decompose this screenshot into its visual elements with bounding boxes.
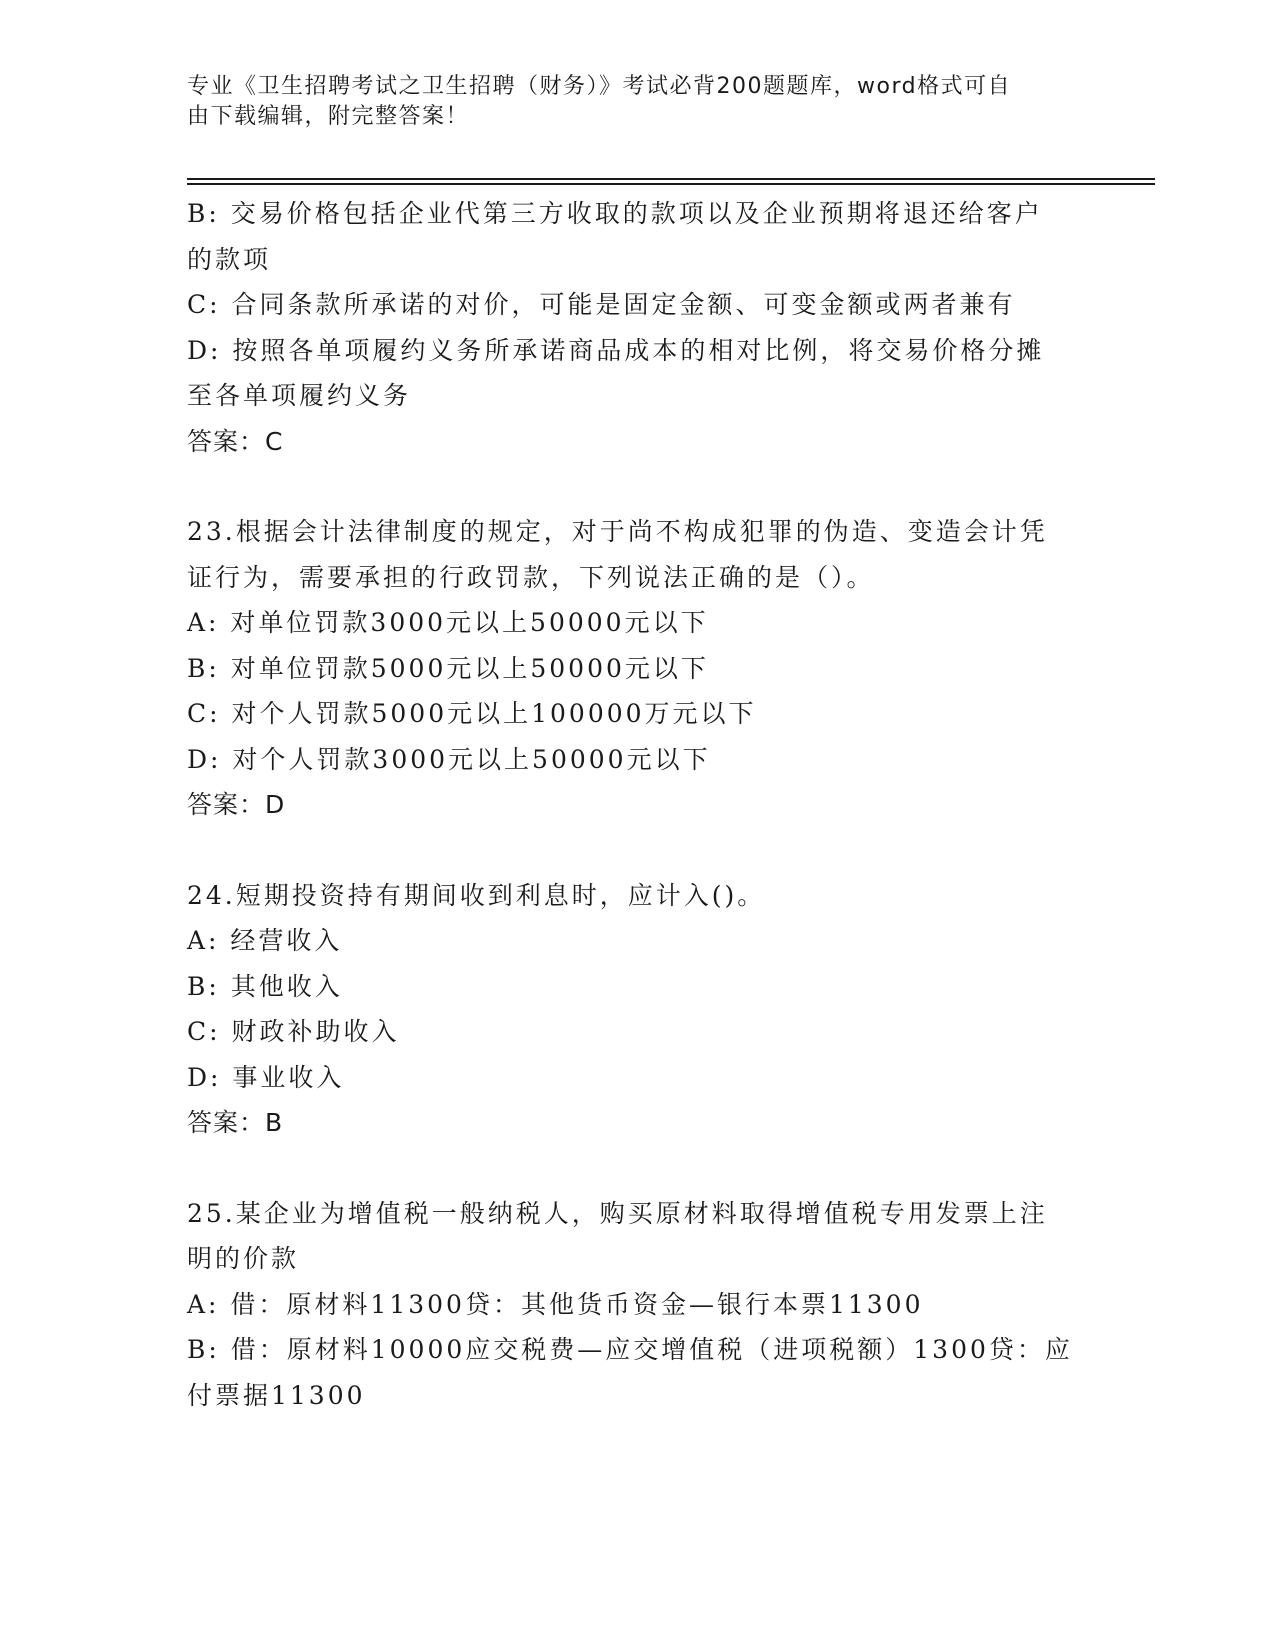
spacer xyxy=(187,464,1087,509)
header-rule-bottom xyxy=(187,183,1155,185)
question-stem-line-2: 明的价款 xyxy=(187,1244,300,1273)
option-d-line-1: D: 按照各单项履约义务所承诺商品成本的相对比例，将交易价格分摊 xyxy=(187,335,1045,365)
answer-23: 答案：D xyxy=(187,790,286,819)
question-22-tail xyxy=(187,191,1087,464)
question-23 xyxy=(187,509,1087,828)
question-stem-line-1: 23.根据会计法律制度的规定，对于尚不构成犯罪的伪造、变造会计凭 xyxy=(187,517,1048,546)
question-stem-line-1: 25.某企业为增值税一般纳税人，购买原材料取得增值税专用发票上注 xyxy=(187,1198,1048,1228)
question-stem-line-2: 证行为，需要承担的行政罚款，下列说法正确的是（）。 xyxy=(187,562,875,592)
question-24 xyxy=(187,873,1087,1146)
option-d-line-2: 至各单项履约义务 xyxy=(187,381,412,410)
question-stem: 24.短期投资持有期间收到利息时，应计入()。 xyxy=(187,880,766,910)
option-b: B: 其他收入 xyxy=(187,971,343,1001)
header-rule-top xyxy=(187,178,1155,180)
option-d: D: 事业收入 xyxy=(187,1062,345,1092)
option-b-line-1: B: 借：原材料10000应交税费—应交增值税（进项税额）1300贷：应 xyxy=(187,1335,1073,1364)
spacer xyxy=(187,1146,1087,1191)
option-c: C: 财政补助收入 xyxy=(187,1017,400,1046)
document-header xyxy=(187,72,1067,132)
option-b-line-1: B: 交易价格包括企业代第三方收取的款项以及企业预期将退还给客户 xyxy=(187,199,1043,228)
option-c: C: 合同条款所承诺的对价，可能是固定金额、可变金额或两者兼有 xyxy=(187,290,1016,319)
header-line-2: 由下载编辑，附完整答案！ xyxy=(187,104,470,129)
document-body xyxy=(187,191,1087,1418)
option-b-line-2: 付票据11300 xyxy=(187,1380,366,1410)
answer-24: 答案：B xyxy=(187,1108,284,1137)
answer-22: 答案：C xyxy=(187,426,284,456)
spacer xyxy=(187,828,1087,873)
option-d: D: 对个人罚款3000元以上50000元以下 xyxy=(187,744,711,774)
option-c: C: 对个人罚款5000元以上100000万元以下 xyxy=(187,699,757,728)
option-b: B: 对单位罚款5000元以上50000元以下 xyxy=(187,653,709,683)
option-a: A: 经营收入 xyxy=(187,926,343,955)
option-a: A: 对单位罚款3000元以上50000元以下 xyxy=(187,608,709,637)
header-line-1: 专业《卫生招聘考试之卫生招聘（财务）》考试必背200题题库，word格式可自 xyxy=(187,74,1012,99)
option-a: A: 借：原材料11300贷：其他货币资金—银行本票11300 xyxy=(187,1289,924,1319)
question-25 xyxy=(187,1191,1087,1419)
option-b-line-2: 的款项 xyxy=(187,244,272,274)
